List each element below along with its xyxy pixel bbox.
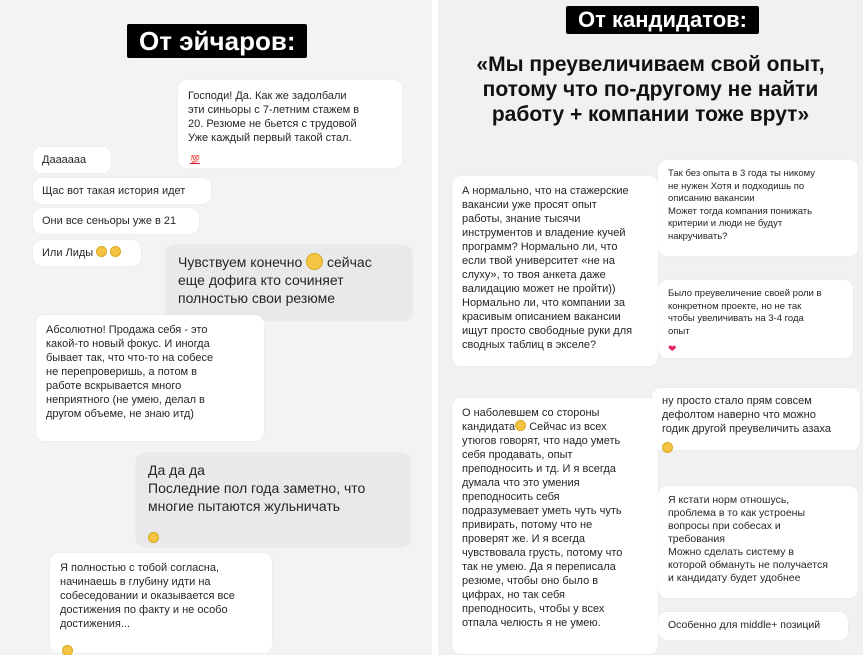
grinning-emoji-icon bbox=[148, 532, 159, 543]
hundred-icon: 💯 bbox=[190, 155, 200, 164]
message-bubble bbox=[33, 147, 111, 173]
message-bubble bbox=[136, 453, 410, 547]
message-text: Сейчас из всех утюгов говорят, что надо уметь себя продавать, опыт преподносить и тд. И я всегда думала что это умения преподносить себя подразумевает уметь чуть чуть привирать, потому что не проверят же. И я всегда чувствовала грусть, потому что так не умею. Да я переписала резюме, чтобы оно было в цифрах, но так себя преподносить, чтобы у всех отпала челюсть я не умею. bbox=[462, 421, 623, 629]
message-text: Абсолютно! Продажа себя - это какой-то новый фокус. И иногда бывает так, что что-то на собесе не перепроверишь, а потом в работе вскрывается много неприятного (не умею, делал в другом объеме, не знаю итд) bbox=[46, 324, 214, 420]
message-text: Так без опыта в 3 года ты никому не нужен Хотя и подходишь по описанию вакансии Может тогда компания понижать критерии и люди не будут накручивать? bbox=[668, 168, 815, 242]
headline-quote: «Мы преувеличиваем свой опыт, потому что по-другому не найти работу + компании тоже врут» bbox=[476, 53, 825, 126]
message-text: Господи! Да. Как же задолбали эти синьоры с 7-летним стажем в 20. Резюме не бьется с трудовой Уже каждый первый такой стал. bbox=[188, 90, 360, 144]
message-bubble bbox=[652, 388, 860, 450]
message-text: О наболевшем со стороны кандидата bbox=[462, 407, 600, 433]
message-bubble bbox=[178, 80, 402, 168]
hr-title: От эйчаров: bbox=[127, 24, 307, 58]
right-panel bbox=[438, 0, 863, 655]
message-text: А нормально, что на стажерские вакансии уже просят опыт работы, знание тысячи инструментов и владение кучей программ? Нормально ли, что если твой университет «не на слуху», то твоя анкета даже валидацию может не пройти)) Нормально ли, что компании за красивым описанием вакансии ищут просто свободные руки для сводных таблиц в экселе? bbox=[462, 185, 633, 351]
message-text: Чувствуем конечно bbox=[178, 254, 303, 270]
grinning-emoji-icon bbox=[515, 420, 526, 431]
message-text: Особенно для middle+ позиций bbox=[668, 619, 821, 631]
message-bubble bbox=[658, 486, 858, 598]
message-bubble bbox=[33, 178, 211, 204]
candidates-title: От кандидатов: bbox=[566, 6, 759, 34]
message-bubble bbox=[658, 280, 853, 358]
message-text: Дааааaа bbox=[42, 154, 87, 166]
grinning-emoji-icon bbox=[62, 645, 73, 655]
message-bubble bbox=[452, 176, 658, 366]
message-text: Или Лиды bbox=[42, 247, 94, 259]
message-bubble bbox=[452, 398, 658, 654]
heart-icon: ❤ bbox=[668, 344, 677, 355]
message-bubble bbox=[36, 315, 264, 441]
grinning-emoji-icon bbox=[306, 253, 323, 270]
message-text: Я полностью с тобой согласна, начинаешь в глубину идти на собеседовании и оказывается все достижения по факту и не особо достижения... bbox=[60, 562, 235, 630]
laughing-emoji-icon bbox=[96, 246, 107, 257]
message-text: Щас вот такая история идет bbox=[42, 185, 186, 197]
message-text: Я кстати норм отношусь, проблема в то как устроены вопросы при собесах и требования Можно сделать систему в которой обмануть не получается и кандидату будет удобнее bbox=[668, 494, 828, 584]
message-text: Да да да Последние пол года заметно, что многие пытаются жульничать bbox=[148, 462, 366, 514]
message-bubble bbox=[33, 208, 199, 234]
message-bubble bbox=[166, 245, 412, 321]
laughing-emoji-icon bbox=[110, 246, 121, 257]
message-text: Они все сеньоры уже в 21 bbox=[42, 215, 177, 227]
message-bubble bbox=[658, 612, 848, 640]
message-bubble bbox=[658, 160, 858, 256]
message-bubble bbox=[50, 553, 272, 653]
grinning-emoji-icon bbox=[662, 442, 673, 453]
message-bubble bbox=[33, 240, 141, 266]
message-text: ну просто стало прям совсем дефолтом наверно что можно годик другой преувеличить азаха bbox=[662, 395, 832, 435]
message-text: сейчас еще дофига кто сочиняет полностью свои резюме bbox=[178, 254, 372, 306]
message-text: Было преувеличение своей роли в конкретном проекте, но не так чтобы увеличивать на 3-4 года опыт bbox=[668, 288, 822, 337]
